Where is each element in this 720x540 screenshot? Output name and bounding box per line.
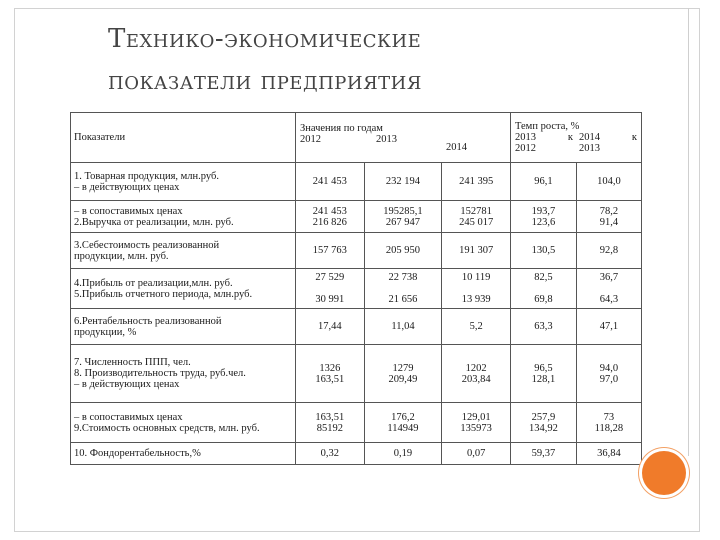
header-year-2014: 2014 (446, 141, 467, 153)
table-row (71, 443, 642, 465)
cell-growth-2014-2013: 104,0 (576, 163, 641, 201)
title-line-2: показатели предприятия (108, 66, 422, 96)
cell-2014: 5,2 (442, 309, 511, 345)
row-label: 6.Рентабельность реализованной продукции, % (71, 309, 296, 345)
cell-2013: 22 738 21 656 (364, 269, 442, 309)
cell-growth-2013-2012: 257,9 134,92 (511, 403, 577, 443)
table-row (71, 163, 642, 201)
row-label: 1. Товарная продукция, млн.руб. – в действующих ценах (71, 163, 296, 201)
cell-growth-2013-2012: 96,1 (511, 163, 577, 201)
cell-growth-2014-2013: 78,2 91,4 (576, 201, 641, 233)
cell-2014: 191 307 (442, 233, 511, 269)
cell-2012: 241 453 (296, 163, 365, 201)
cell-growth-2013-2012: 193,7 123,6 (511, 201, 577, 233)
row-label: – в сопоставимых ценах 9.Стоимость основных средств, млн. руб. (71, 403, 296, 443)
cell-2013: 1279 209,49 (364, 345, 442, 403)
table-row (71, 233, 642, 269)
cell-2012: 27 529 30 991 (296, 269, 365, 309)
table-row (71, 269, 642, 309)
cell-2013: 176,2 114949 (364, 403, 442, 443)
growth-col2-from: 2014 (579, 132, 600, 143)
table-header-row (71, 113, 642, 163)
cell-2013: 0,19 (364, 443, 442, 465)
cell-growth-2014-2013: 92,8 (576, 233, 641, 269)
cell-growth-2014-2013: 94,0 97,0 (576, 345, 641, 403)
table-row (71, 345, 642, 403)
cell-growth-2013-2012: 63,3 (511, 309, 577, 345)
row-label: 7. Численность ППП, чел. 8. Производительность труда, руб.чел. – в действующих ценах (71, 345, 296, 403)
header-year-2012: 2012 (300, 133, 321, 145)
header-indicator (71, 113, 296, 163)
growth-col2-sep: к (631, 132, 637, 143)
cell-growth-2014-2013: 47,1 (576, 309, 641, 345)
cell-2014: 241 395 (442, 163, 511, 201)
indicators-table (70, 112, 642, 465)
growth-col1-to: 2012 (515, 143, 536, 154)
slide-right-rule (688, 8, 689, 456)
growth-col2-to: 2013 (579, 143, 600, 154)
cell-2014: 129,01 135973 (442, 403, 511, 443)
orange-circle-decoration (642, 451, 686, 495)
cell-2013: 205 950 (364, 233, 442, 269)
growth-col1-from: 2013 (515, 132, 536, 143)
cell-2014: 152781 245 017 (442, 201, 511, 233)
table-row (71, 201, 642, 233)
table-row (71, 309, 642, 345)
cell-growth-2014-2013: 36,7 64,3 (576, 269, 641, 309)
cell-2014: 10 119 13 939 (442, 269, 511, 309)
cell-2013: 195285,1 267 947 (364, 201, 442, 233)
header-indicator-label: Показатели (74, 132, 126, 143)
row-label: 10. Фондорентабельность,% (71, 443, 296, 465)
header-growth-label: Темп роста, % (515, 121, 580, 132)
growth-col1-sep: к (567, 132, 573, 143)
row-label: 4.Прибыль от реализации,млн. руб. 5.Прибыль отчетного периода, млн.руб. (71, 269, 296, 309)
header-year-2013: 2013 (376, 133, 397, 145)
table-body (71, 163, 642, 465)
cell-growth-2013-2012: 96,5 128,1 (511, 345, 577, 403)
row-label: – в сопоставимых ценах 2.Выручка от реализации, млн. руб. (71, 201, 296, 233)
cell-2013: 232 194 (364, 163, 442, 201)
cell-2014: 1202 203,84 (442, 345, 511, 403)
cell-2012: 163,51 85192 (296, 403, 365, 443)
cell-growth-2013-2012: 82,5 69,8 (511, 269, 577, 309)
cell-growth-2013-2012: 59,37 (511, 443, 577, 465)
cell-2014: 0,07 (442, 443, 511, 465)
cell-2012: 1326 163,51 (296, 345, 365, 403)
cell-2013: 11,04 (364, 309, 442, 345)
header-growth-col-2 (579, 132, 637, 154)
cell-2012: 17,44 (296, 309, 365, 345)
cell-2012: 157 763 (296, 233, 365, 269)
header-growth-col-1 (515, 132, 573, 154)
cell-2012: 241 453 216 826 (296, 201, 365, 233)
header-values-label: Значения по годам (300, 122, 383, 134)
cell-2012: 0,32 (296, 443, 365, 465)
table-row (71, 403, 642, 443)
row-label: 3.Себестоимость реализованной продукции, млн. руб. (71, 233, 296, 269)
slide-title (108, 18, 668, 102)
header-growth-rate (511, 113, 642, 163)
header-values-by-year (296, 113, 511, 163)
cell-growth-2013-2012: 130,5 (511, 233, 577, 269)
cell-growth-2014-2013: 36,84 (576, 443, 641, 465)
cell-growth-2014-2013: 73 118,28 (576, 403, 641, 443)
title-line-1: Технико-экономические (108, 24, 422, 54)
